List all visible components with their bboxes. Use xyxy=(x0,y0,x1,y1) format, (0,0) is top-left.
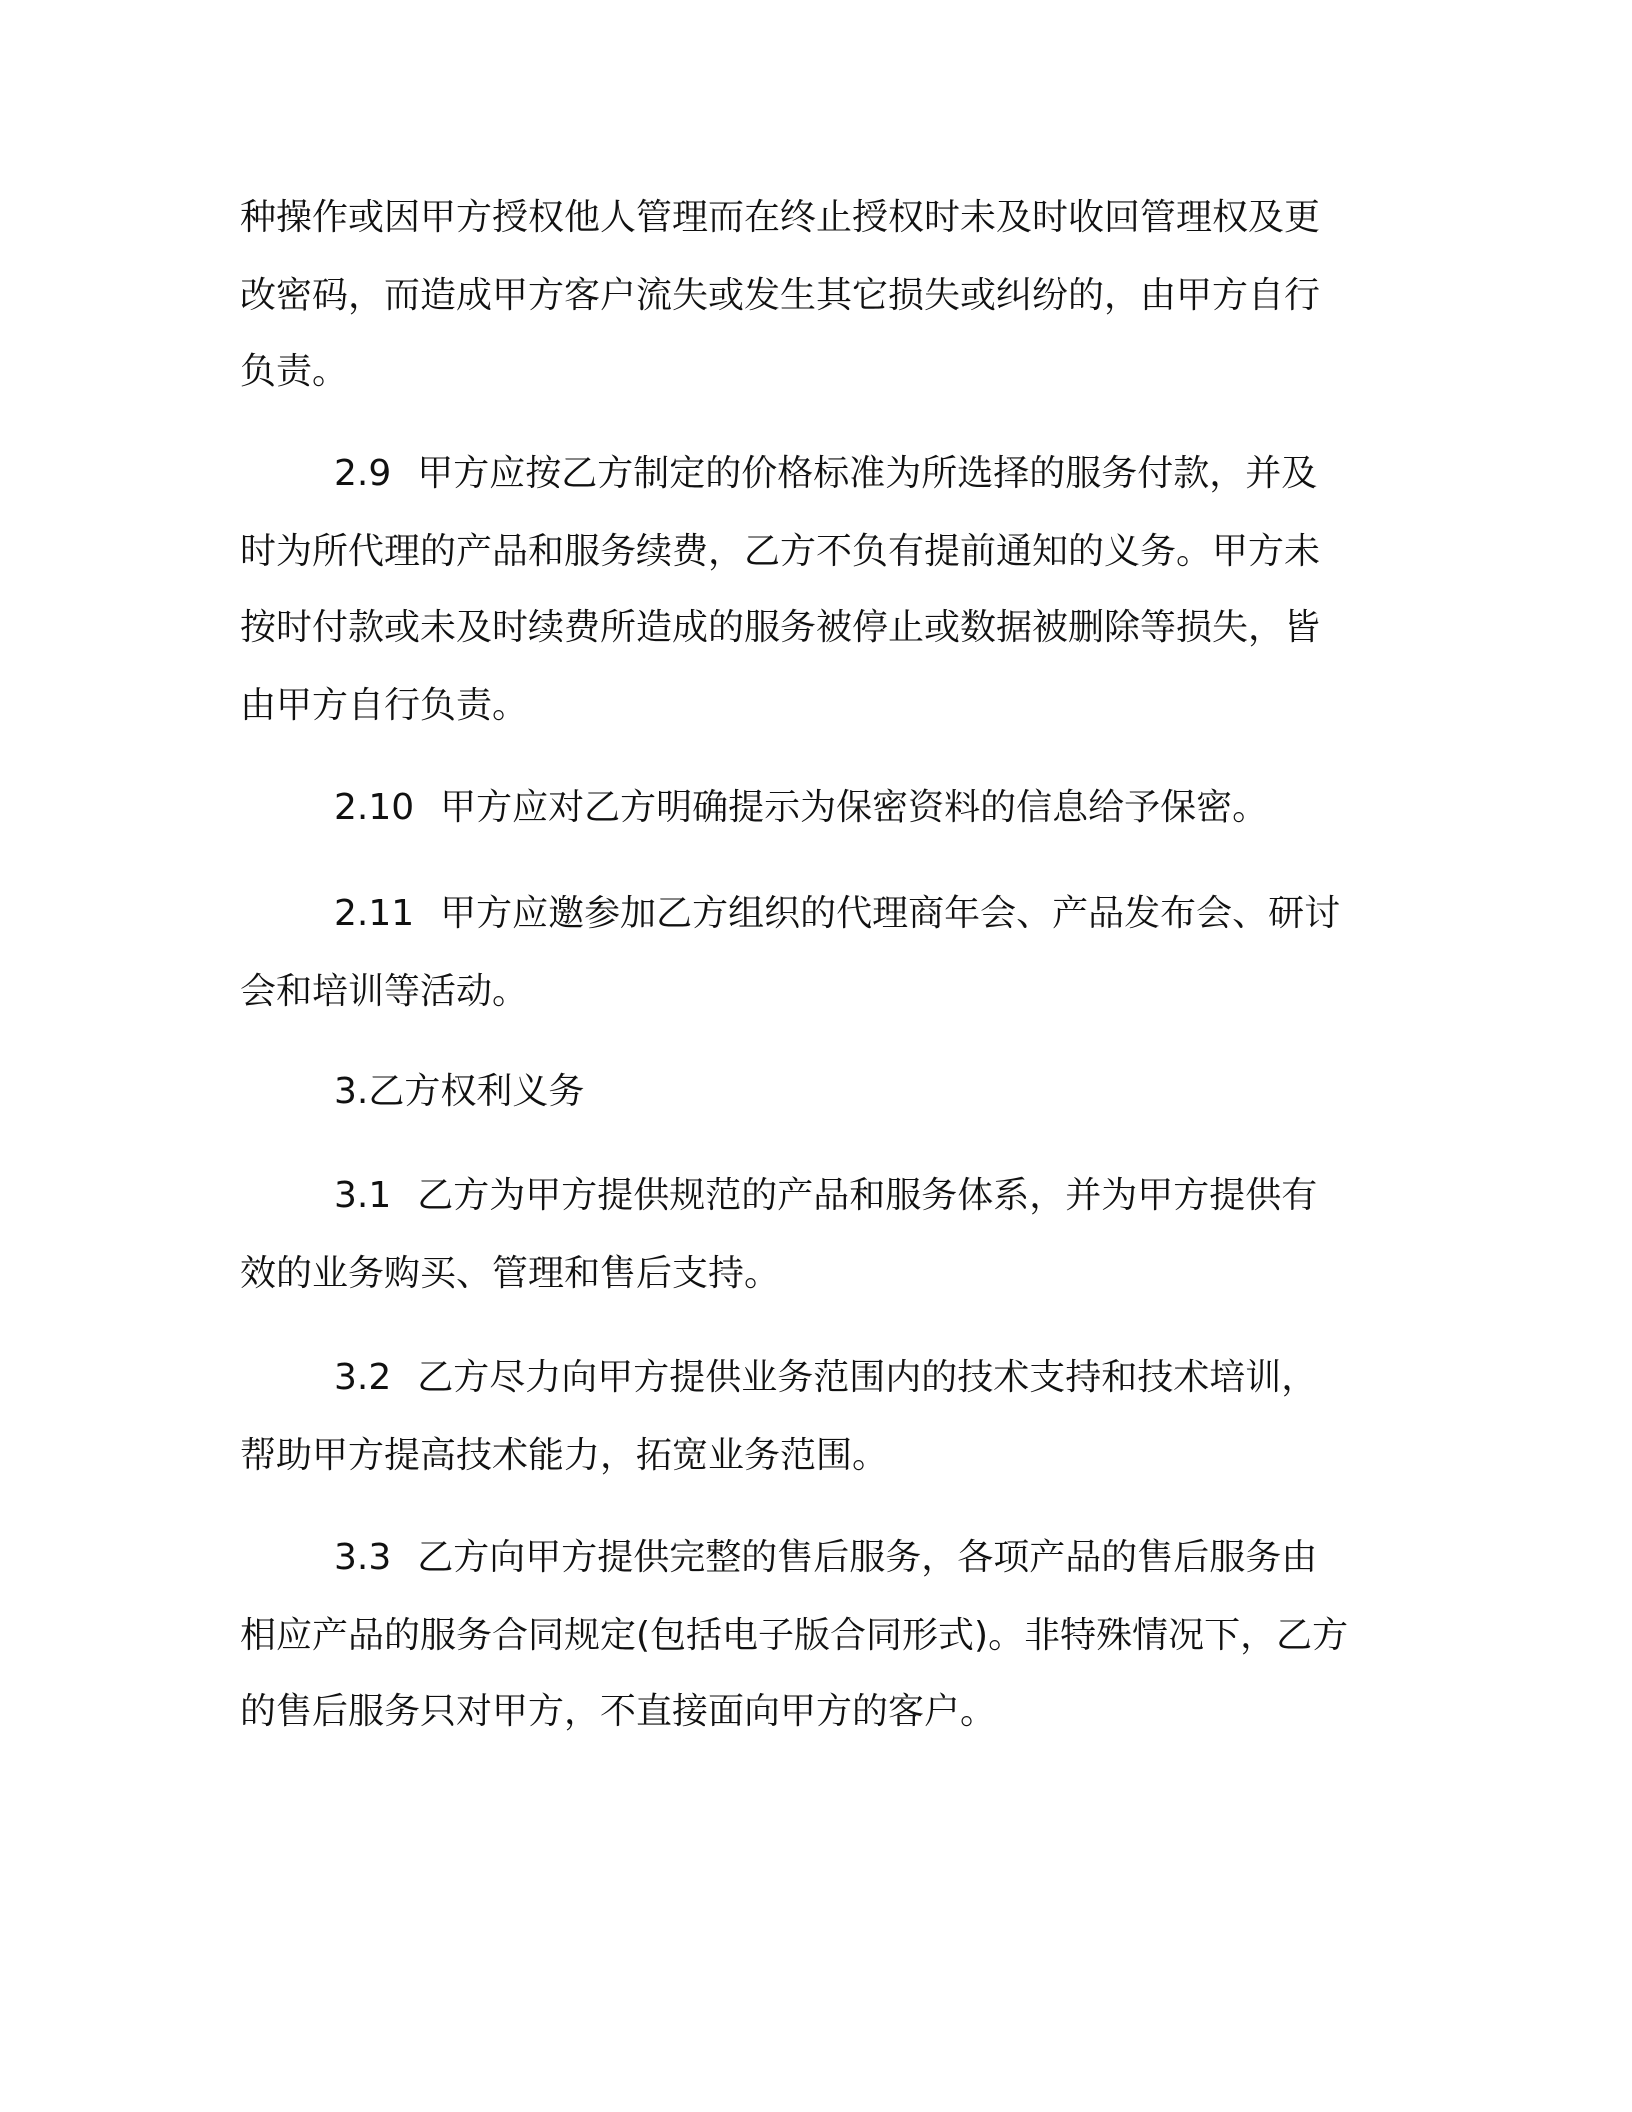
clause-number: 3.1 xyxy=(334,1175,392,1216)
clause-text: 甲方应对乙方明确提示为保密资料的信息给予保密。 xyxy=(440,787,1269,828)
paragraph-line: 由甲方自行负责。 xyxy=(240,685,529,726)
clause-number: 3.2 xyxy=(334,1357,392,1398)
clause-3-1-first-line xyxy=(334,1174,1514,1218)
paragraph-line: 相应产品的服务合同规定(包括电子版合同形式)。非特殊情况下，乙方 xyxy=(240,1615,1349,1656)
clause-2-10-first-line xyxy=(334,786,1514,830)
paragraph-line: 的售后服务只对甲方，不直接面向甲方的客户。 xyxy=(240,1691,997,1732)
paragraph-line: 时为所代理的产品和服务续费，乙方不负有提前通知的义务。甲方未 xyxy=(240,531,1321,572)
paragraph-line: 效的业务购买、管理和售后支持。 xyxy=(240,1253,781,1294)
clause-2-9-first-line xyxy=(334,452,1514,496)
section-heading: 3.乙方权利义务 xyxy=(334,1071,585,1112)
clause-text: 乙方尽力向甲方提供业务范围内的技术支持和技术培训， xyxy=(417,1357,1318,1398)
clause-number: 2.10 xyxy=(334,787,415,828)
clause-text: 甲方应按乙方制定的价格标准为所选择的服务付款，并及 xyxy=(417,453,1318,494)
paragraph-line: 负责。 xyxy=(240,351,349,392)
clause-number: 2.9 xyxy=(334,453,392,494)
clause-3-2-first-line xyxy=(334,1356,1514,1400)
clause-text: 乙方向甲方提供完整的售后服务，各项产品的售后服务由 xyxy=(417,1537,1318,1578)
clause-number: 2.11 xyxy=(334,893,415,934)
clause-3-3-first-line xyxy=(334,1536,1514,1580)
paragraph-line: 改密码，而造成甲方客户流失或发生其它损失或纠纷的，由甲方自行 xyxy=(240,275,1321,316)
paragraph-line: 帮助甲方提高技术能力，拓宽业务范围。 xyxy=(240,1435,889,1476)
clause-2-11-first-line xyxy=(334,892,1514,936)
paragraph-line: 会和培训等活动。 xyxy=(240,971,529,1012)
paragraph-line: 按时付款或未及时续费所造成的服务被停止或数据被删除等损失，皆 xyxy=(240,607,1321,648)
clause-text: 甲方应邀参加乙方组织的代理商年会、产品发布会、研讨 xyxy=(440,893,1341,934)
clause-text: 乙方为甲方提供规范的产品和服务体系，并为甲方提供有 xyxy=(417,1175,1318,1216)
paragraph-line: 种操作或因甲方授权他人管理而在终止授权时未及时收回管理权及更 xyxy=(240,197,1321,238)
clause-number: 3.3 xyxy=(334,1537,392,1578)
